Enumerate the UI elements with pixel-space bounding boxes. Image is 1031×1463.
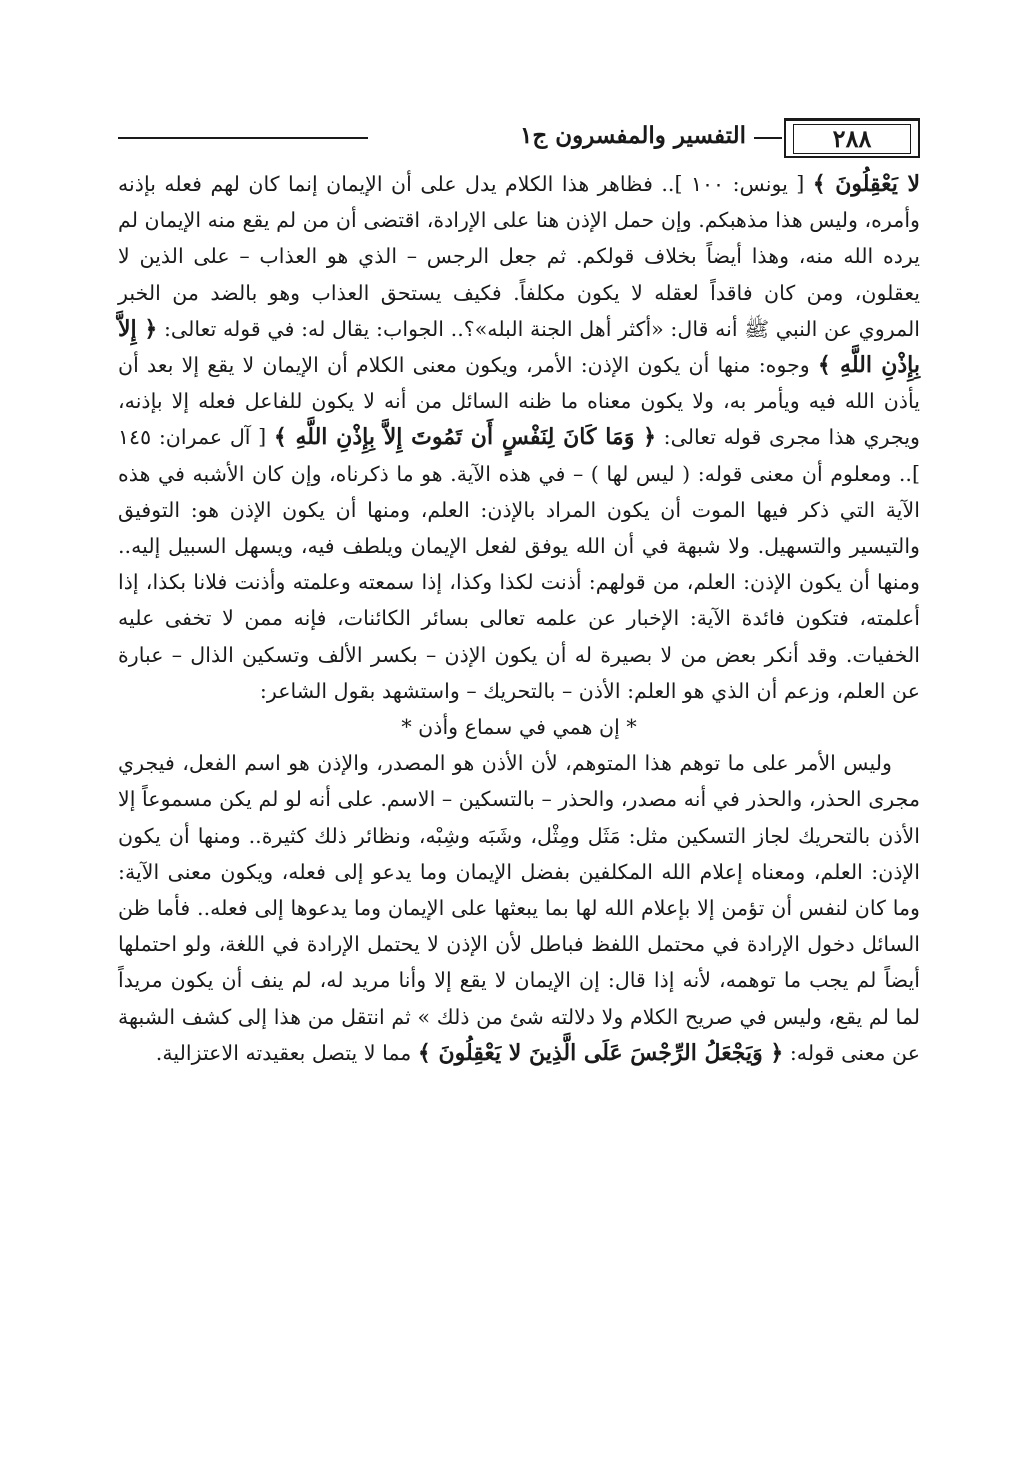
text-run: [ آل عمران: ١٤٥ ].. ومعلوم أن معنى قوله: ( ليس لها ) – في هذه الآية. هو ما ذكرناه، وإن كان الأشبه في هذه الآية التي ذكر فيها الموت أن يكون المراد بالإذن: العلم، ومنها أن يكون الإذن هو: التوفيق والتيسير والتسهيل. ولا شبهة في أن الله يوفق لفعل الإيمان ويلطف فيه، ويسهل السبيل إليه.. ومنها أن يكون الإذن: العلم، من قولهم: أذنت لكذا وكذا، إذا سمعته وعلمته وأذنت فلانا بكذا، إذا أعلمته، فتكون فائدة الآية: الإخبار عن علمه تعالى بسائر الكائنات، فإنه ممن لا تخفى عليه الخفيات. وقد أنكر بعض من لا بصيرة له أن يكون الإذن – بكسر الألف وتسكين الذال – عبارة عن العلم، وزعم أن الذي هو العلم: الأذن – بالتحريك – واستشهد بقول الشاعر: [118, 425, 920, 703]
header-rule-right [752, 137, 782, 139]
main-text [118, 166, 920, 1071]
text-run: وجوه: منها أن يكون الإذن: الأمر، ويكون معنى الكلام أن الإيمان لا يقع إلا بعد أن يأذن الله فيه ويأمر به، ولا يكون معناه ما ظنه السائل من أنه لا يكون للفاعل فعله إلا بإذنه، ويجري هذا مجرى قوله تعالى: [118, 353, 920, 450]
quran-quote: ﴿ وَيَجْعَلُ الرِّجْسَ عَلَى الَّذِينَ لا يَعْقِلُونَ ﴾ [417, 1039, 784, 1066]
poetry-verse: * إن همي في سماع وأذن * [401, 715, 637, 740]
header-rule-left [118, 137, 368, 139]
page-number-frame [784, 118, 920, 158]
paragraph [118, 166, 920, 709]
text-run: مما لا يتصل بعقيدته الاعتزالية. [155, 1040, 418, 1065]
text-run: [ يونس: ١٠٠ ].. فظاهر هذا الكلام يدل على أن الإيمان إنما كان لهم فعله بإذنه وأمره، وليس هذا مذهبكم. وإن حمل الإذن هنا على الإرادة، اقتضى أن من لم يقع منه الإيمان لم يرده الله منه، وهذا أيضاً بخلاف قولكم. ثم جعل الرجس – الذي هو العذاب – على الذين لا يعقلون، ومن كان فاقداً لعقله لا يكون مكلفاً. فكيف يستحق العذاب وهو بالضد من الخبر المروي عن النبي ﷺ أنه قال: «أكثر أهل الجنة البله»؟.. الجواب: يقال له: في قوله تعالى: [118, 172, 920, 341]
quran-quote: ﴿ إِلاَّ بِإِذْنِ اللَّهِ ﴾ [118, 315, 920, 379]
paragraph [118, 745, 920, 1071]
text-run: وليس الأمر على ما توهم هذا المتوهم، لأن الأذن هو المصدر، والإذن هو اسم الفعل، فيجري مجرى الحذر، والحذر في أنه مصدر، والحذر – بالتسكين – الاسم. على أنه لو لم يكن مسموعاً إلا الأذن بالتحريك لجاز التسكين مثل: مَثَل ومِثْل، وشَبَه وشِبْه، ونظائر ذلك كثيرة.. ومنها أن يكون الإذن: العلم، ومعناه إعلام الله المكلفين بفضل الإيمان وما يدعو إلى فعله، ويكون معنى الآية: وما كان لنفس أن تؤمن إلا بإعلام الله لها بما يبعثها على الإيمان وما يدعوها إلى فعله.. فأما ظن السائل دخول الإرادة في محتمل اللفظ فباطل لأن الإذن لا يحتمل الإرادة في اللغة، ولو احتملها أيضاً لم يجب ما توهمه، لأنه إذا قال: إن الإيمان لا يقع إلا وأنا مريد له، لم ينف أن يكون مريداً لما لم يقع، وليس في صريح الكلام ولا دلالته شئ من ذلك » ثم انتقل من هذا إلى كشف الشبهة عن معنى قوله: [118, 751, 920, 1065]
running-header [118, 118, 920, 166]
quran-quote: لا يَعْقِلُونَ ﴾ [812, 171, 920, 197]
page-number: ٢٨٨ [793, 124, 911, 154]
quran-quote: ﴿ وَمَا كَانَ لِنَفْسٍ أَن تَمُوتَ إِلاَّ بِإِذْنِ اللَّهِ ﴾ [273, 424, 656, 451]
book-page [118, 118, 920, 1358]
running-title: التفسير والمفسرون ج١ [512, 122, 754, 149]
